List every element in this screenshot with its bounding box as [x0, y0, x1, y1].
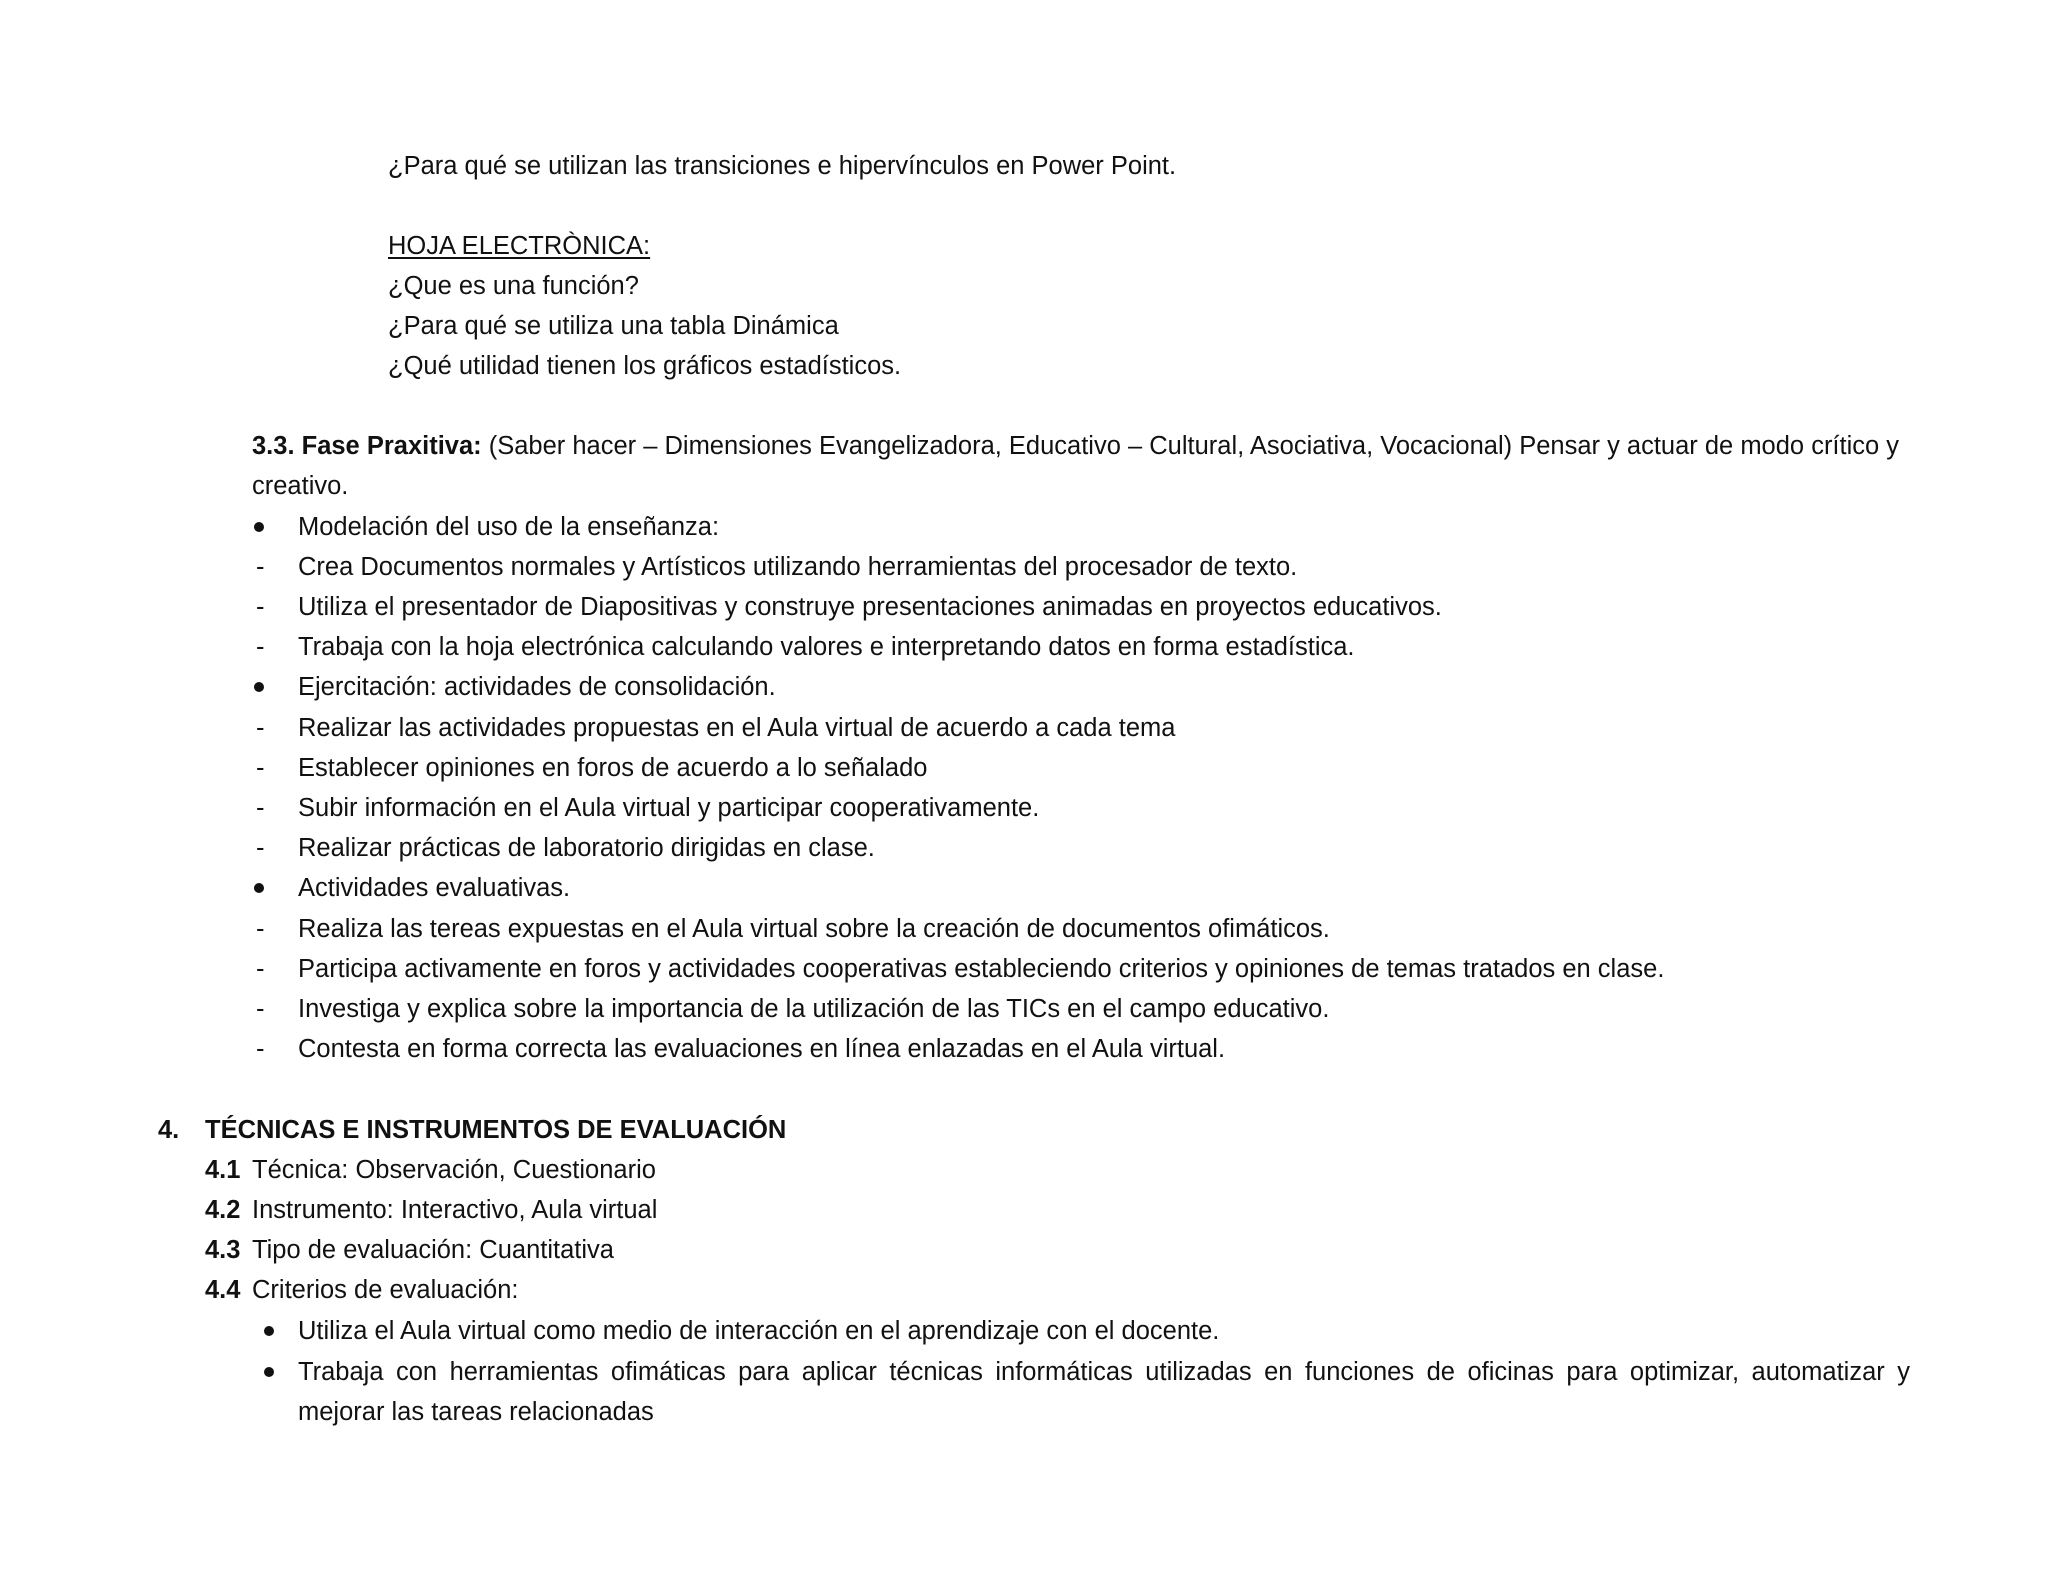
criteria-item-continuation: mejorar las tareas relacionadas — [298, 1398, 654, 1426]
subsection-number: 4.4 — [205, 1276, 241, 1304]
dash-marker: - — [256, 714, 265, 742]
list-item-a4: Contesta en forma correcta las evaluaciones en línea enlazadas en el Aula virtual. — [298, 1035, 1226, 1063]
list-item-m3: Trabaja con la hoja electrónica calculando valores e interpretando datos en forma estadística. — [298, 633, 1355, 661]
question-pivot-table: ¿Para qué se utiliza una tabla Dinámica — [388, 312, 839, 340]
list-item-e1: Realizar las actividades propuestas en el Aula virtual de acuerdo a cada tema — [298, 714, 1176, 742]
subsection-number: 4.2 — [205, 1196, 241, 1224]
bullet-icon — [264, 1367, 274, 1377]
bullet-icon — [254, 522, 264, 532]
phase-title-continuation: creativo. — [252, 472, 349, 500]
subsection-text: Instrumento: Interactivo, Aula virtual — [252, 1196, 658, 1224]
bullet-icon — [254, 682, 264, 692]
section-title: TÉCNICAS E INSTRUMENTOS DE EVALUACIÓN — [205, 1116, 787, 1144]
list-item-e4: Realizar prácticas de laboratorio dirigidas en clase. — [298, 834, 875, 862]
bullet-ejercitacion: Ejercitación: actividades de consolidación. — [298, 673, 776, 701]
subsection-number: 4.1 — [205, 1156, 241, 1184]
phase-title-bold: 3.3. Fase Praxitiva: — [252, 432, 482, 460]
list-item-e3: Subir información en el Aula virtual y participar cooperativamente. — [298, 794, 1040, 822]
dash-marker: - — [256, 633, 265, 661]
dash-marker: - — [256, 995, 265, 1023]
criteria-item: Trabaja con herramientas ofimáticas para aplicar técnicas informáticas utilizadas en funciones de oficinas para optimizar, automatizar y — [298, 1358, 1910, 1386]
bullet-modelacion: Modelación del uso de la enseñanza: — [298, 513, 720, 541]
section-number: 4. — [158, 1116, 180, 1144]
list-item-e2: Establecer opiniones en foros de acuerdo a lo señalado — [298, 754, 928, 782]
subsection-number: 4.3 — [205, 1236, 241, 1264]
bullet-icon — [254, 883, 264, 893]
dash-marker: - — [256, 955, 265, 983]
dash-marker: - — [256, 915, 265, 943]
dash-marker: - — [256, 794, 265, 822]
dash-marker: - — [256, 593, 265, 621]
bullet-evaluativas: Actividades evaluativas. — [298, 874, 571, 902]
list-item-a2: Participa activamente en foros y actividades cooperativas estableciendo criterios y opiniones de temas tratados en clase. — [298, 955, 1665, 983]
question-charts: ¿Qué utilidad tienen los gráficos estadísticos. — [388, 352, 902, 380]
phase-title-rest: (Saber hacer – Dimensiones Evangelizadora, Educativo – Cultural, Asociativa, Vocacional) Pensar y actuar de modo crítico y — [481, 432, 1900, 460]
subsection-text: Tipo de evaluación: Cuantitativa — [252, 1236, 614, 1264]
dash-marker: - — [256, 754, 265, 782]
question-function: ¿Que es una función? — [388, 272, 639, 300]
subsection-text: Técnica: Observación, Cuestionario — [252, 1156, 656, 1184]
list-item-m2: Utiliza el presentador de Diapositivas y construye presentaciones animadas en proyectos educativos. — [298, 593, 1442, 621]
question-transitions: ¿Para qué se utilizan las transiciones e hipervínculos en Power Point. — [388, 152, 1177, 180]
dash-marker: - — [256, 1035, 265, 1063]
list-item-a3: Investiga y explica sobre la importancia de la utilización de las TICs en el campo educativo. — [298, 995, 1330, 1023]
list-item-m1: Crea Documentos normales y Artísticos utilizando herramientas del procesador de texto. — [298, 553, 1298, 581]
dash-marker: - — [256, 834, 265, 862]
spreadsheet-heading: HOJA ELECTRÒNICA: — [388, 232, 651, 260]
subsection-text: Criterios de evaluación: — [252, 1276, 519, 1304]
bullet-icon — [264, 1326, 274, 1336]
criteria-item: Utiliza el Aula virtual como medio de interacción en el aprendizaje con el docente. — [298, 1317, 1220, 1345]
phase-title — [252, 426, 1899, 466]
list-item-a1: Realiza las tereas expuestas en el Aula virtual sobre la creación de documentos ofimáticos. — [298, 915, 1330, 943]
dash-marker: - — [256, 553, 265, 581]
